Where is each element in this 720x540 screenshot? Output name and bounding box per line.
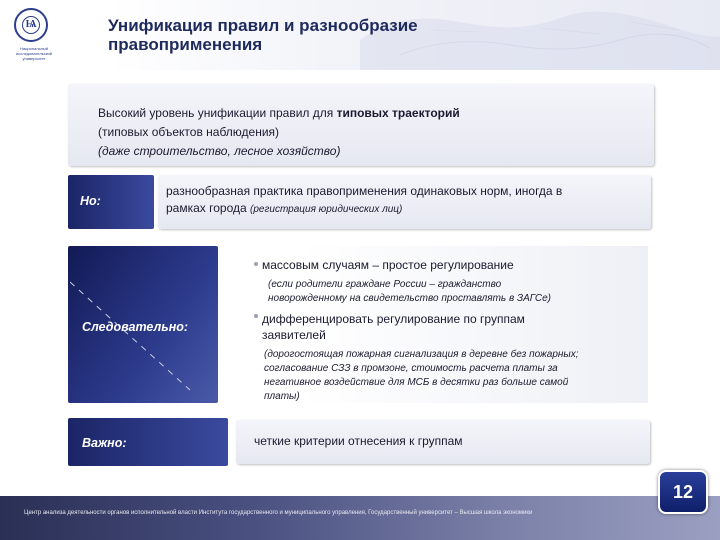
no-label-box — [68, 175, 154, 229]
bullet2-note-line-3: негативное воздействие для МСБ в десятки раз больше самой — [264, 377, 569, 388]
practice-text — [166, 183, 636, 218]
bullet2-line-2: заявителей — [262, 328, 326, 342]
title-line-2: правоприменения — [108, 35, 263, 54]
line1-bold: типовых траекторий — [336, 106, 460, 120]
important-label: Важно: — [82, 436, 127, 450]
page-number-badge: 12 — [658, 470, 708, 514]
university-logo — [14, 8, 48, 42]
unification-box — [68, 84, 654, 166]
title-line-1: Унификация правил и разнообразие — [108, 16, 418, 35]
criteria-box — [236, 420, 650, 464]
unification-line-2: (типовых объектов наблюдения) — [98, 125, 280, 139]
logo-emblem: Ѩ — [22, 16, 40, 34]
practice-note: (регистрация юридических лиц) — [250, 204, 403, 215]
practice-line-2-main: рамках города — [166, 201, 250, 215]
slide-title — [108, 16, 528, 54]
slide-footer — [0, 496, 720, 540]
no-label: Но: — [80, 194, 101, 208]
important-label-box — [68, 418, 228, 466]
bullet-icon — [254, 262, 258, 266]
unification-line-3: (даже строительство, лесное хозяйство) — [98, 144, 341, 158]
line1-normal: Высокий уровень унификации правил для — [98, 106, 337, 120]
bullet1-note-line-2: новорожденному на свидетельство проставлять в ЗАГСе) — [268, 293, 551, 304]
criteria-text: четкие критерии отнесения к группам — [254, 434, 463, 448]
practice-line-1: разнообразная практика правоприменения одинаковых норм, иногда в — [166, 184, 563, 198]
practice-box — [158, 175, 651, 229]
bullet-icon — [254, 314, 258, 318]
bullet2-note-line-1: (дорогостоящая пожарная сигнализация в деревне без пожарных; — [264, 349, 579, 360]
bullet2-line-1: дифференцировать регулирование по группам — [262, 312, 525, 326]
practice-line-2 — [166, 200, 636, 218]
bullet2-note-line-2: согласование СЗЗ в промзоне, стоимость расчета платы за — [264, 363, 558, 374]
unification-line-1 — [98, 104, 460, 123]
logo-caption: Национальный исследовательский университет — [16, 46, 52, 61]
consequence-label: Следовательно: — [82, 320, 189, 334]
footer-text: Центр анализа деятельности органов исполнительной власти Института государственного и муниципального управления, Государственный университет – Высшая школа экономики — [24, 510, 533, 516]
slide-header — [0, 0, 720, 70]
decorative-dashed-line — [70, 262, 200, 392]
unification-text — [98, 104, 460, 161]
bullet1-text: массовым случаям – простое регулирование — [262, 258, 514, 272]
bullet1-note-line-1: (если родители граждане России – гражданство — [268, 279, 502, 290]
bullet2-note-line-4: платы) — [264, 391, 300, 402]
